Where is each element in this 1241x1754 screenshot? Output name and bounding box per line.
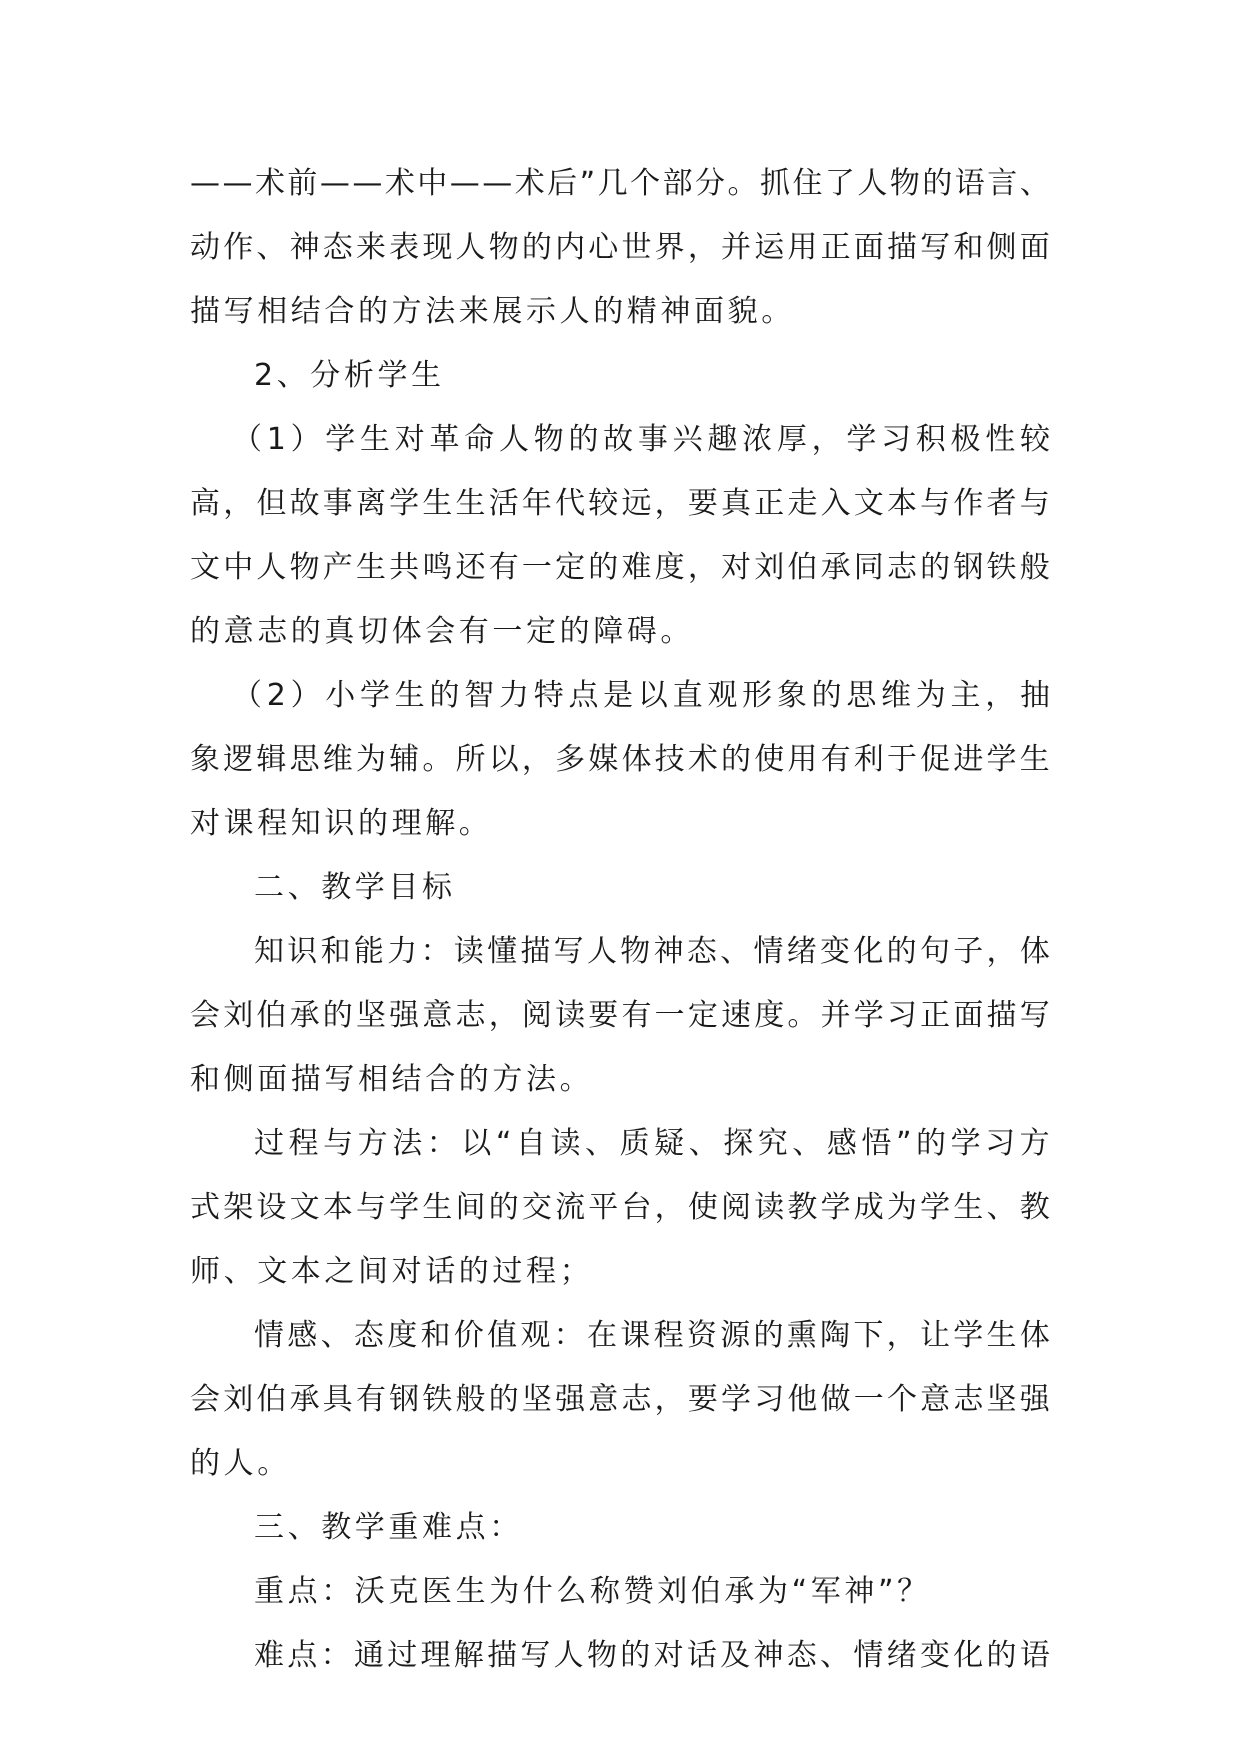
section-heading: 2、分析学生 <box>254 358 445 393</box>
text-line: 师、文本之间对话的过程； <box>190 1254 594 1289</box>
text-line: 文 中 人 物 产 生 共 鸣 还 有 一 定 的 难 度 ， 对 刘 伯 承 同 志 的 钢 铁 般 <box>190 550 1050 585</box>
text-line: （ 2 ） 小 学 生 的 智 力 特 点 是 以 直 观 形 象 的 思 维 为 主 ， 抽 <box>232 678 1050 713</box>
text-line: 情 感 、 态 度 和 价 值 观 ： 在 课 程 资 源 的 熏 陶 下 ， 让 学 生 体 <box>254 1318 1050 1353</box>
text-line: 难 点 ： 通 过 理 解 描 写 人 物 的 对 话 及 神 态 、 情 绪 变 化 的 语 <box>254 1638 1050 1673</box>
text-line: 会 刘 伯 承 具 有 钢 铁 般 的 坚 强 意 志 ， 要 学 习 他 做 一 个 意 志 坚 强 <box>190 1382 1050 1417</box>
text-line: 式 架 设 文 本 与 学 生 间 的 交 流 平 台 ， 使 阅 读 教 学 成 为 学 生 、 教 <box>190 1190 1050 1225</box>
section-heading: 三、教学重难点： <box>254 1510 523 1545</box>
text-line: 描写相结合的方法来展示人的精神面貌。 <box>190 294 795 329</box>
text-line: — — 术 前 — — 术 中 — — 术 后 ” 几 个 部 分 。 抓 住 了 人 物 的 语 言 、 <box>190 166 1050 201</box>
document-body <box>190 152 1050 1688</box>
text-line: 过 程 与 方 法 ： 以 “ 自 读 、 质 疑 、 探 究 、 感 悟 ” 的 学 习 方 <box>254 1126 1050 1161</box>
text-line: 高 ， 但 故 事 离 学 生 生 活 年 代 较 远 ， 要 真 正 走 入 文 本 与 作 者 与 <box>190 486 1050 521</box>
text-line: 重点：沃克医生为什么称赞刘伯承为“军神”？ <box>254 1574 931 1609</box>
text-line: 知 识 和 能 力 ： 读 懂 描 写 人 物 神 态 、 情 绪 变 化 的 句 子 ， 体 <box>254 934 1050 969</box>
text-line: 和侧面描写相结合的方法。 <box>190 1062 594 1097</box>
text-line: 会 刘 伯 承 的 坚 强 意 志 ， 阅 读 要 有 一 定 速 度 。 并 学 习 正 面 描 写 <box>190 998 1050 1033</box>
text-line: 对课程知识的理解。 <box>190 806 493 841</box>
text-line: 的意志的真切体会有一定的障碍。 <box>190 614 694 649</box>
text-line: （ 1 ） 学 生 对 革 命 人 物 的 故 事 兴 趣 浓 厚 ， 学 习 积 极 性 较 <box>232 422 1050 457</box>
text-line: 动 作 、 神 态 来 表 现 人 物 的 内 心 世 界 ， 并 运 用 正 面 描 写 和 侧 面 <box>190 230 1050 265</box>
section-heading: 二、教学目标 <box>254 870 456 905</box>
text-line: 的人。 <box>190 1446 291 1481</box>
text-line: 象 逻 辑 思 维 为 辅 。 所 以 ， 多 媒 体 技 术 的 使 用 有 利 于 促 进 学 生 <box>190 742 1050 777</box>
